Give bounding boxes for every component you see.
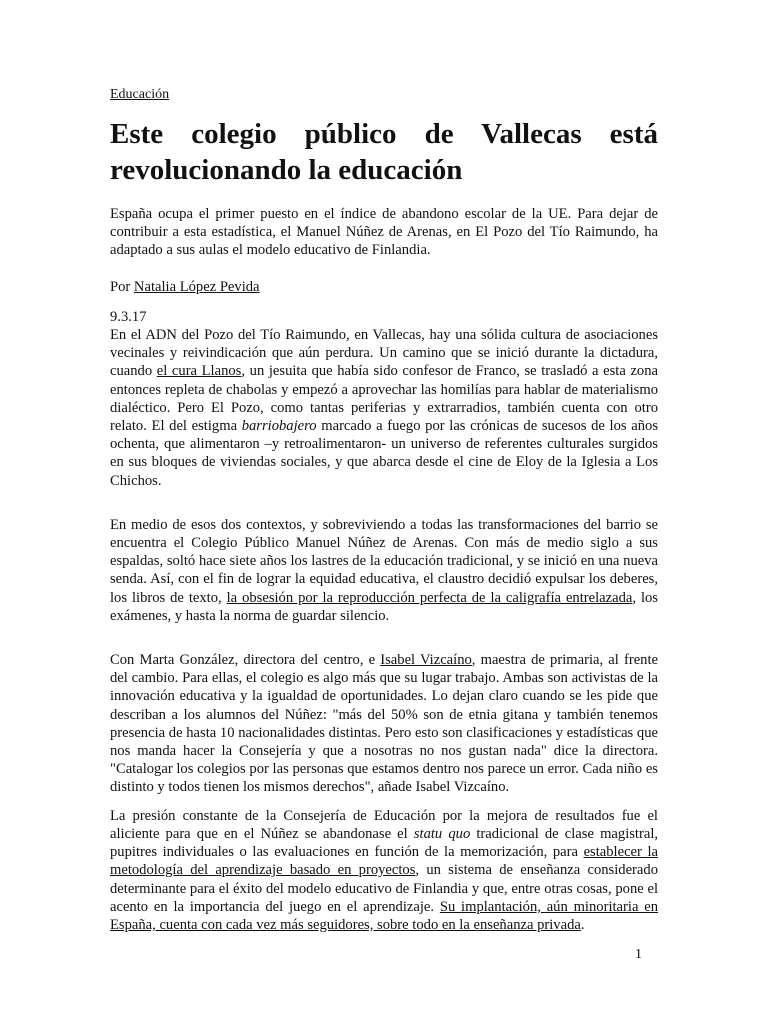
section-link[interactable]: Educación [110, 87, 170, 102]
paragraph-4-emphasis: statu quo [413, 825, 471, 842]
cura-llanos-link[interactable]: el cura Llanos [156, 363, 242, 380]
caligrafia-link[interactable]: la obsesión por la reproducción perfecta de la caligrafía entrelazada [226, 589, 633, 606]
isabel-vizcaino-link[interactable]: Isabel Vizcaíno [380, 652, 472, 669]
byline-prefix: Por [110, 278, 134, 295]
paragraph-1-text-b: , un jesuita que había sido confesor de Franco, se trasladó a esta zona entonces repleta de chabolas y empezó a aprovechar las homilías para hablar de materialismo dialéctico. Pero El Pozo, como tantas periferias y extrarradios, también cuenta con otro relato. El del estigma [110, 363, 658, 435]
paragraph-2 [110, 516, 658, 625]
paragraph-4-text-b: tradicional de clase magistral, pupitres individuales o las evaluaciones en función de la memorización, para [110, 825, 659, 861]
paragraph-4-text-a: La presión constante de la Consejería de Educación por la mejora de resultados fue el aliciente para que en el Núñez se abandonase el [110, 807, 658, 842]
implantacion-link[interactable]: Su implantación, aún minoritaria en España, cuenta con cada vez más seguidores, sobre todo en la enseñanza privada [110, 898, 659, 933]
paragraph-4-text-c: , un sistema de enseñanza considerado determinante para el éxito del modelo educativo de Finlandia y que, entre otras cosas, pone el acento en la importancia del juego en el aprendizaje. [110, 862, 658, 915]
paragraph-2-text-a: En medio de esos dos contextos, y sobreviviendo a todas las transformaciones del barrio se encuentra el Colegio Público Manuel Núñez de Arenas. Con más de medio siglo a sus espaldas, soltó hace siete años los lastres de la educación tradicional, y se inició en una nueva senda. Así, con el fin de lograr la equidad educativa, el claustro decidió expulsar los deberes, los libros de texto, [110, 516, 658, 606]
paragraph-4 [110, 807, 658, 934]
section-label [110, 86, 658, 104]
paragraph-2-text-b: , los exámenes, y hasta la norma de guardar silencio. [110, 589, 658, 624]
paragraph-1-emphasis: barriobajero [241, 418, 317, 435]
article-title: Este colegio público de Vallecas está revolucionando la educación [110, 118, 658, 186]
paragraph-1 [110, 326, 658, 490]
page-number: 1 [635, 947, 642, 962]
paragraph-3-text-b: , maestra de primaria, al frente del cambio. Para ellas, el colegio es algo más que su lugar trabajo. Ambas son activistas de la innovación educativa y la igualdad de oportunidades. Lo dejan claro cuando se les pide que describan a los alumnos del Núñez: "más del 50% son de etnia gitana y también tenemos presencia de hasta 10 nacionalidades distintas. Pero esto son clasificaciones y estadísticas que nos manda hacer la Consejería y que a nosotras no nos gustan nada" dice la directora. "Catalogar los colegios por las personas que estamos dentro nos parece un error. Cada niño es distinto y todos tienen los mismos derechos", añade Isabel Vizcaíno. [110, 652, 658, 796]
paragraph-3 [110, 651, 658, 797]
paragraph-4-text-d: . [580, 916, 585, 933]
paragraph-1-text-c: marcado a fuego por las crónicas de sucesos de los años ochenta, que alimentaron –y retroalimentaron- un universo de referentes culturales surgidos en sus bloques de viviendas sociales, y que abarca desde el cine de Eloy de la Iglesia a Los Chichos. [110, 418, 658, 489]
paragraph-3-text-a: Con Marta González, directora del centro, e [110, 652, 381, 669]
paragraph-1-text-a: En el ADN del Pozo del Tío Raimundo, en Vallecas, hay una sólida cultura de asociaciones vecinales y reivindicación que aún perdura. Un camino que se inició durante la dictadura, cuando [110, 327, 658, 380]
byline [110, 278, 658, 296]
author-link[interactable]: Natalia López Pevida [133, 278, 260, 295]
article-lede: España ocupa el primer puesto en el índice de abandono escolar de la UE. Para dejar de contribuir a esta estadística, el Manuel Núñez de Arenas, en El Pozo del Tío Raimundo, ha adaptado a sus aulas el modelo educativo de Finlandia. [110, 206, 658, 259]
publish-date: 9.3.17 [110, 308, 147, 325]
aprendizaje-proyectos-link[interactable]: establecer la metodología del aprendizaje basado en proyectos [110, 844, 659, 879]
